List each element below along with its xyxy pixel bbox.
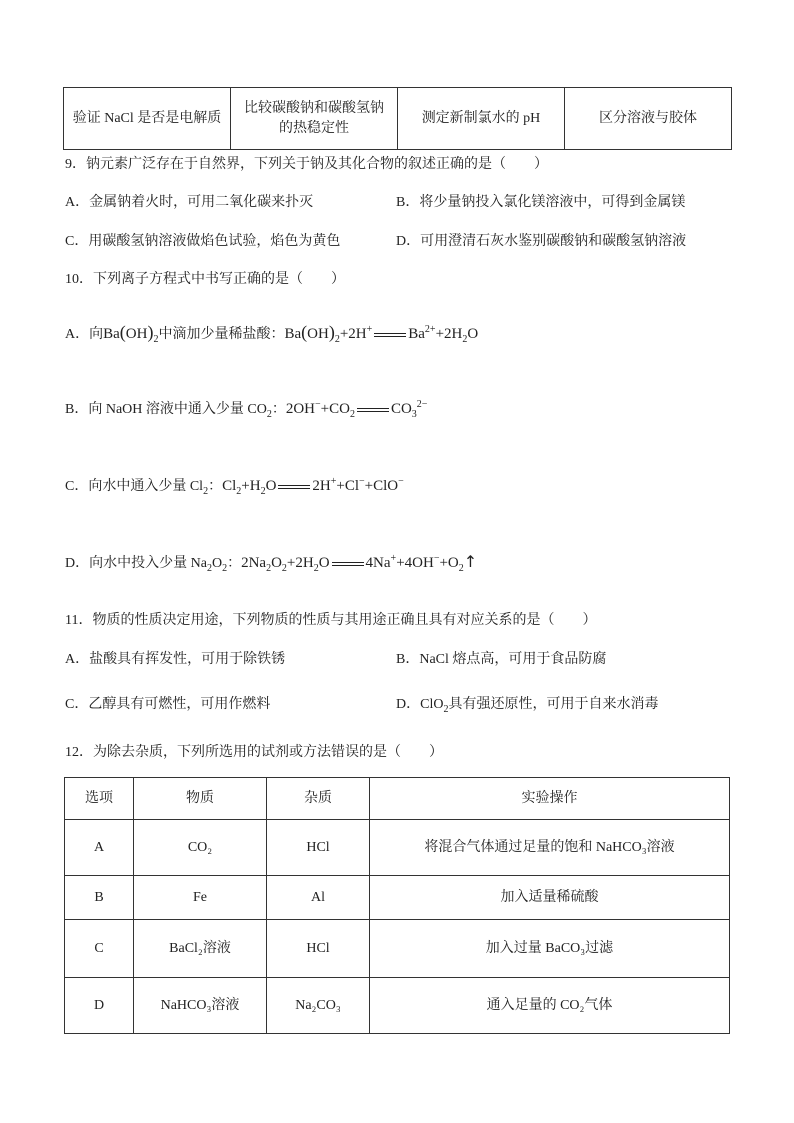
cell-ph: 测定新制氯水的 pH bbox=[398, 88, 565, 150]
q11-stem: 11．物质的性质决定用途，下列物质的性质与其用途正确且具有对应关系的是（ ） bbox=[65, 613, 597, 628]
q11-option-c: C．乙醇具有可燃性，可用作燃料 bbox=[65, 697, 271, 712]
row-operation: 加入过量 BaCO₃过滤 bbox=[370, 920, 730, 978]
q10-option-d: D．向水中投入少量 $Na_2O_2$：$2Na_2O_2+2H_2O$ $4Na^++4OH^-+O_2↑$ bbox=[65, 552, 478, 574]
row-substance: Fe bbox=[134, 876, 267, 920]
q11-option-a: A．盐酸具有挥发性，可用于除铁锈 bbox=[65, 652, 286, 667]
table-row bbox=[65, 920, 730, 978]
row-operation: 加入适量稀硫酸 bbox=[370, 876, 730, 920]
row-impurity: Na₂CO₃ bbox=[267, 978, 370, 1034]
row-impurity: HCl bbox=[267, 820, 370, 876]
table-header-row bbox=[65, 778, 730, 820]
q10-option-b: B．向 NaOH 溶液中通入少量 $CO_2$：$2OH^-+CO_2$ $CO_3^{2-}$ bbox=[65, 399, 428, 420]
q9-option-a: A．金属钠着火时，可用二氧化碳来扑灭 bbox=[65, 195, 314, 210]
q10-option-a: A．向$Ba(OH)_2$中滴加少量稀盐酸：$Ba(OH)_2+2H^+$ $Ba^{2+}+2H_2O$ bbox=[65, 322, 479, 345]
header-substance: 物质 bbox=[134, 778, 267, 820]
q9-option-d: D．可用澄清石灰水鉴别碳酸钠和碳酸氢钠溶液 bbox=[396, 234, 687, 249]
q12-stem: 12．为除去杂质，下列所选用的试剂或方法错误的是（ ） bbox=[65, 745, 443, 760]
q11-option-d: D．ClO$_2$具有强还原性，可用于自来水消毒 bbox=[396, 697, 659, 715]
header-operation: 实验操作 bbox=[370, 778, 730, 820]
q10-option-c: C．向水中通入少量 $Cl_2$：$Cl_2+H_2O$ 2H++Cl−+ClO− bbox=[65, 476, 404, 497]
q9-option-b: B．将少量钠投入氯化镁溶液中，可得到金属镁 bbox=[396, 195, 686, 210]
cell-nacl: 验证 NaCl 是否是电解质 bbox=[64, 88, 231, 150]
header-impurity: 杂质 bbox=[267, 778, 370, 820]
row-substance: CO₂ bbox=[134, 820, 267, 876]
q11-option-b: B．NaCl 熔点高，可用于食品防腐 bbox=[396, 652, 607, 667]
row-option: C bbox=[65, 920, 134, 978]
row-operation: 将混合气体通过足量的饱和 NaHCO₃溶液 bbox=[370, 820, 730, 876]
row-operation: 通入足量的 CO₂气体 bbox=[370, 978, 730, 1034]
row-option: B bbox=[65, 876, 134, 920]
table-row bbox=[65, 876, 730, 920]
row-substance: BaCl₂溶液 bbox=[134, 920, 267, 978]
row-substance: NaHCO₃溶液 bbox=[134, 978, 267, 1034]
q10-stem: 10．下列离子方程式中书写正确的是（ ） bbox=[65, 272, 345, 287]
header-option: 选项 bbox=[65, 778, 134, 820]
row-impurity: Al bbox=[267, 876, 370, 920]
row-option: D bbox=[65, 978, 134, 1034]
q9-option-c: C．用碳酸氢钠溶液做焰色试验，焰色为黄色 bbox=[65, 234, 341, 249]
q9-stem: 9．钠元素广泛存在于自然界，下列关于钠及其化合物的叙述正确的是（ ） bbox=[65, 157, 548, 172]
table-row bbox=[65, 978, 730, 1034]
experiment-table bbox=[63, 87, 732, 150]
cell-colloid: 区分溶液与胶体 bbox=[565, 88, 732, 150]
row-impurity: HCl bbox=[267, 920, 370, 978]
table-row bbox=[65, 820, 730, 876]
impurity-table bbox=[64, 777, 730, 1034]
row-option: A bbox=[65, 820, 134, 876]
cell-carbonate: 比较碳酸钠和碳酸氢钠 的热稳定性 bbox=[231, 88, 398, 150]
